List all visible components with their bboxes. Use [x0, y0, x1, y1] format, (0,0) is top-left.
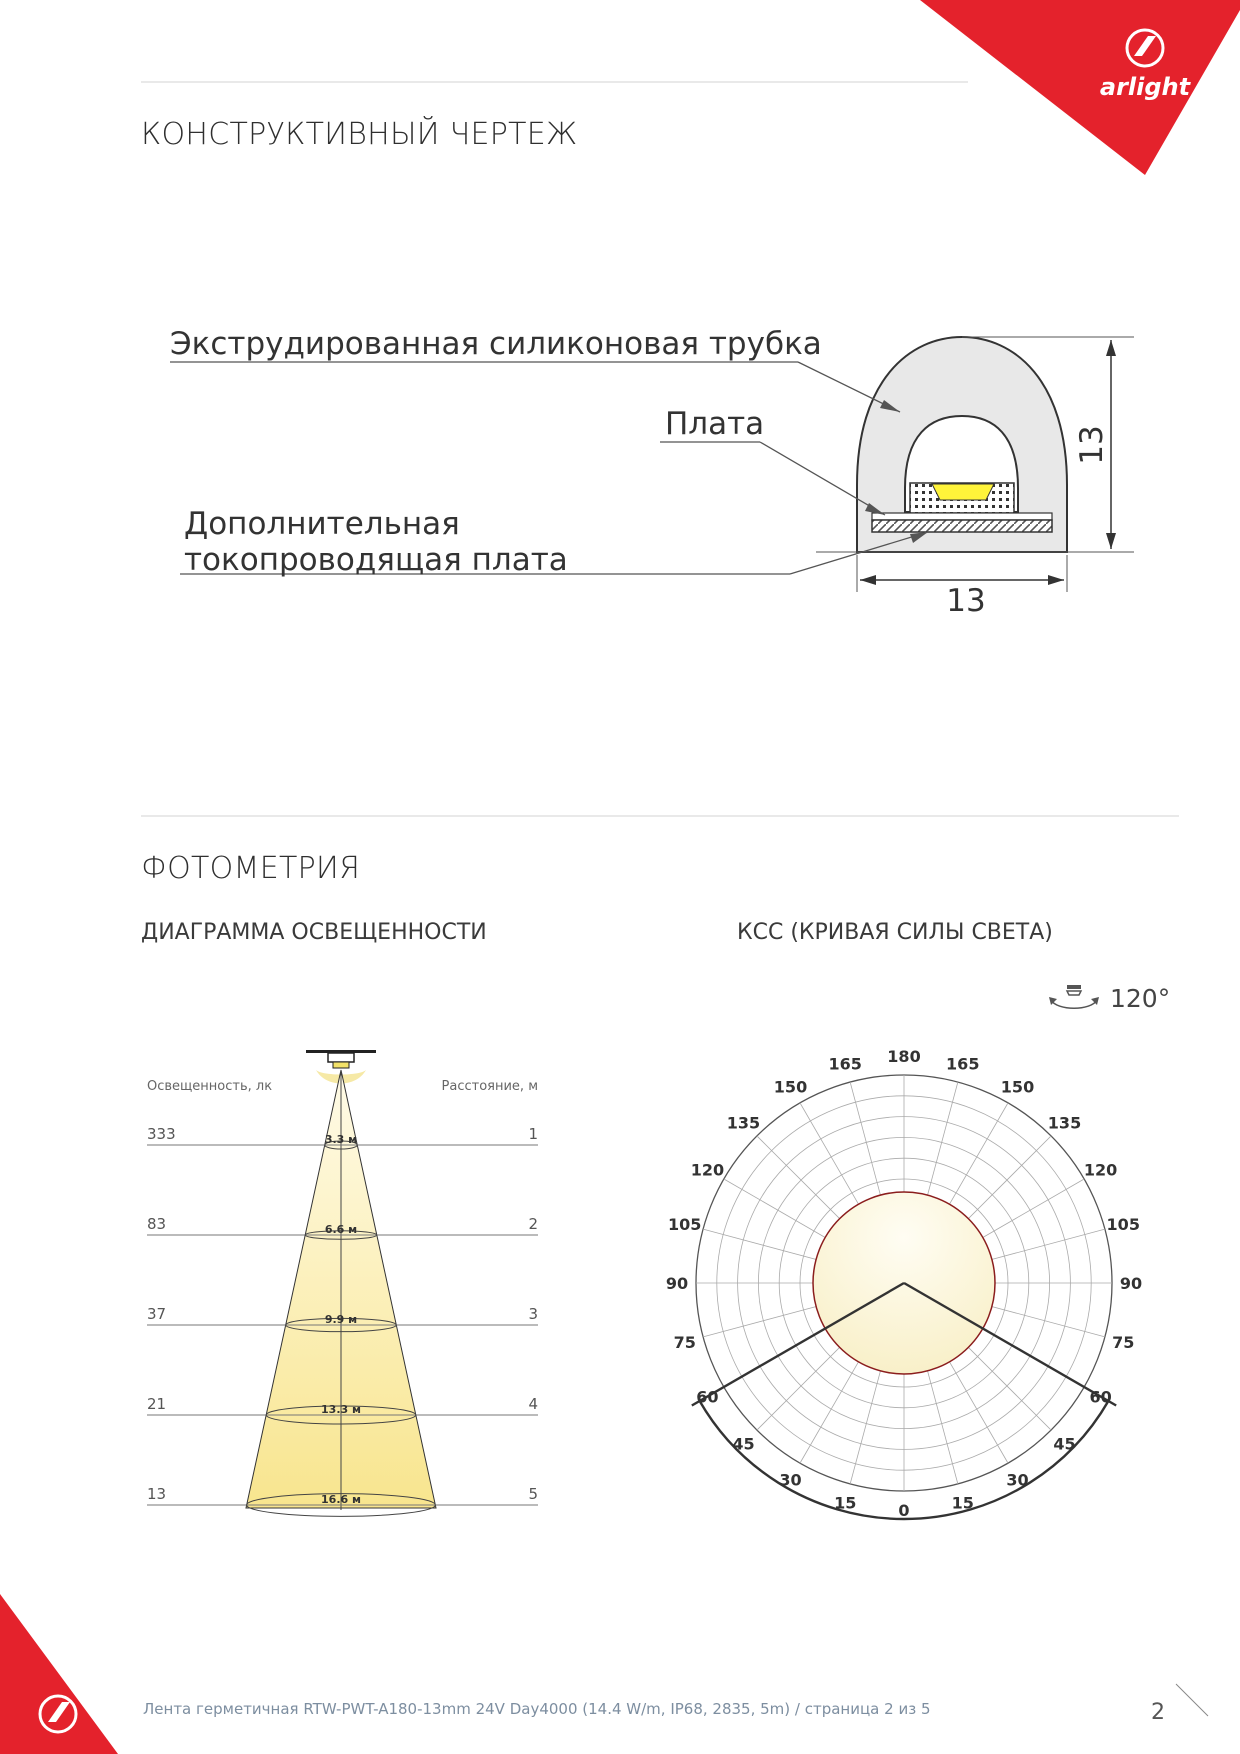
- spot-diameter-value: 13.3 м: [321, 1403, 361, 1416]
- polar-angle-label: 60: [1089, 1387, 1112, 1407]
- lux-value: 83: [147, 1215, 167, 1233]
- polar-angle-label: 105: [1106, 1215, 1140, 1235]
- spot-diameter-value: 6.6 м: [324, 1223, 358, 1236]
- beam-angle-indicator: [1045, 975, 1175, 1025]
- distance-value: 2: [528, 1215, 538, 1233]
- polar-angle-label: 135: [1047, 1113, 1082, 1133]
- polar-angle-label: 75: [673, 1332, 696, 1352]
- ksv-polar-diagram: [650, 1040, 1150, 1560]
- dim-width-label: 13: [946, 583, 986, 619]
- polar-angle-label: 180: [887, 1047, 921, 1066]
- polar-angle-label: 165: [828, 1054, 862, 1074]
- polar-angle-label: 120: [690, 1160, 725, 1180]
- distance-value: 3: [528, 1305, 538, 1323]
- lux-value: 37: [147, 1305, 167, 1323]
- label-tube: Экструдированная силиконовая трубка: [170, 326, 822, 362]
- ksv-diagram-title: КСС (КРИВАЯ СИЛЫ СВЕТА): [737, 920, 1053, 945]
- polar-angle-label: 0: [898, 1501, 910, 1520]
- footer-slash-decoration: [1172, 1680, 1212, 1720]
- label-extra-line2: токопроводящая плата: [184, 542, 568, 578]
- illuminance-axis-label: Освещенность, лк: [147, 1079, 273, 1094]
- polar-angle-label: 150: [1000, 1077, 1035, 1097]
- polar-angle-label: 120: [1083, 1160, 1118, 1180]
- brand-corner-top: [920, 0, 1240, 180]
- polar-angle-label: 90: [1119, 1274, 1143, 1293]
- polar-angle-label: 45: [732, 1434, 755, 1454]
- illuminance-diagram: [130, 1040, 550, 1530]
- polar-angle-label: 60: [696, 1387, 719, 1407]
- label-extra-line1: Дополнительная: [184, 506, 460, 542]
- spot-diameter-value: 16.6 м: [321, 1493, 361, 1506]
- spot-diameter-value: 3.3 м: [324, 1133, 358, 1146]
- brand-corner-bottom: [0, 1594, 120, 1754]
- distance-value: 5: [528, 1485, 538, 1503]
- polar-angle-label: 15: [951, 1493, 974, 1513]
- lux-value: 21: [147, 1395, 167, 1413]
- label-board: Плата: [665, 406, 765, 442]
- svg-text:arlight: arlight: [1099, 73, 1191, 101]
- distance-axis-label: Расстояние, м: [441, 1079, 538, 1094]
- lux-value: 333: [147, 1125, 176, 1143]
- polar-angle-label: 90: [665, 1274, 689, 1293]
- polar-angle-label: 15: [834, 1493, 857, 1513]
- page-number: 2: [1151, 1700, 1165, 1725]
- footer-text: Лента герметичная RTW-PWT-A180-13mm 24V Day4000 (14.4 W/m, IP68, 2835, 5m) / страница 2 из 5: [143, 1700, 931, 1718]
- distance-value: 4: [528, 1395, 538, 1413]
- polar-angle-label: 30: [779, 1470, 802, 1490]
- photometry-section-title: ФОТОМЕТРИЯ: [141, 851, 361, 886]
- polar-angle-label: 45: [1053, 1434, 1076, 1454]
- beam-angle-value: 120°: [1110, 984, 1171, 1013]
- distance-value: 1: [528, 1125, 538, 1143]
- construction-drawing: [150, 300, 1140, 640]
- pcb-shape: [872, 513, 1052, 520]
- dim-height-label: 13: [1074, 425, 1110, 465]
- polar-angle-label: 30: [1006, 1470, 1029, 1490]
- lux-value: 13: [147, 1485, 167, 1503]
- illuminance-diagram-title: ДИАГРАММА ОСВЕЩЕННОСТИ: [141, 920, 487, 945]
- polar-angle-label: 105: [668, 1215, 702, 1235]
- spot-diameter-value: 9.9 м: [324, 1313, 358, 1326]
- polar-angle-label: 150: [773, 1077, 808, 1097]
- top-divider: [141, 81, 968, 83]
- middle-divider: [141, 815, 1179, 817]
- polar-angle-label: 75: [1112, 1332, 1135, 1352]
- polar-angle-label: 165: [946, 1054, 980, 1074]
- drawing-section-title: КОНСТРУКТИВНЫЙ ЧЕРТЕЖ: [141, 117, 578, 152]
- extra-board-shape: [872, 520, 1052, 532]
- polar-angle-label: 135: [726, 1113, 761, 1133]
- beam-angle-icon: [1049, 985, 1099, 1008]
